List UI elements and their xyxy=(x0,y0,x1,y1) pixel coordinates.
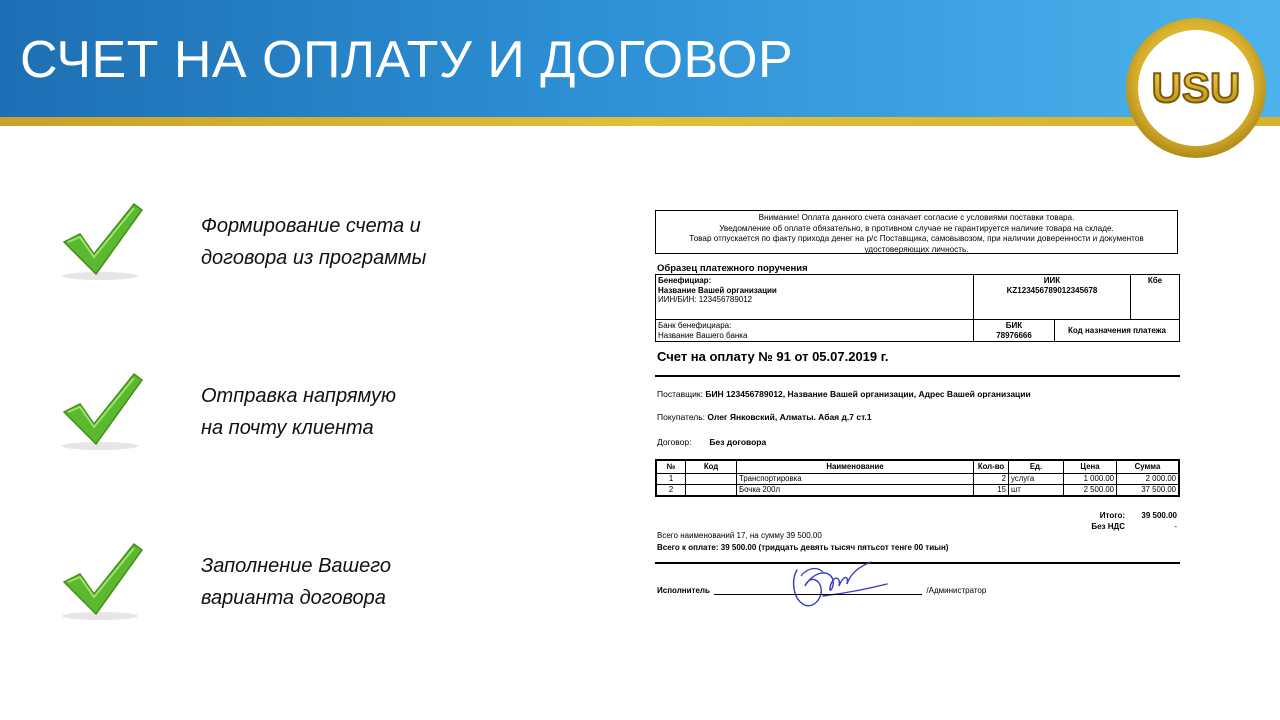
signature xyxy=(783,550,893,612)
invoice-title: Счет на оплату № 91 от 05.07.2019 г. xyxy=(657,349,889,364)
payment-sample-title: Образец платежного поручения xyxy=(657,263,808,274)
signature-line xyxy=(714,585,922,595)
usu-logo xyxy=(1125,17,1267,159)
bik-cell: БИК 78976666 xyxy=(974,320,1055,342)
divider xyxy=(655,375,1180,377)
payment-code-cell: Код назначения платежа xyxy=(1055,320,1180,342)
kbe-cell: Кбе xyxy=(1131,275,1180,320)
table-row: 2 Бочка 200л 15 шт 2 500.00 37 500.00 xyxy=(656,485,1179,497)
logo-text: USU xyxy=(1151,64,1241,111)
feature-text: Заполнение Вашего варианта договора xyxy=(201,555,392,609)
header-stripe xyxy=(0,117,1280,126)
feature-item xyxy=(0,368,600,458)
feature-item xyxy=(0,198,600,288)
beneficiary-cell: Бенефициар: Название Вашей организации ИИН/БИН: 123456789012 xyxy=(656,275,974,320)
iik-cell: ИИК KZ123456789012345678 xyxy=(974,275,1131,320)
feature-text: Отправка напрямую на почту клиента xyxy=(201,385,397,439)
totals-values: 39 500.00 - xyxy=(1141,511,1177,531)
divider xyxy=(655,562,1180,564)
payable-amount: Всего к оплате: 39 500.00 (тридцать девять тысяч пятьсот тенге 00 тиын) xyxy=(657,543,949,552)
checkmark-icon xyxy=(58,370,148,454)
invoice-notice: Внимание! Оплата данного счета означает согласие с условиями поставки товара. Уведомление об оплате обязательно, в противном случае не гарантируется наличие товара на складе. Товар отпускается по факту прихода денег на р/с Поставщика, самовывозом, при наличии доверенности и документов удостоверяющих личность. xyxy=(655,210,1178,254)
page-title: СЧЕТ НА ОПЛАТУ И ДОГОВОР xyxy=(20,31,794,89)
checkmark-icon xyxy=(58,200,148,284)
payment-details-table xyxy=(655,274,1180,342)
supplier-line: Поставщик: БИН 123456789012, Название Вашей организации, Адрес Вашей организации xyxy=(657,389,1031,399)
items-header-row: № Код Наименование Кол-во Ед. Цена Сумма xyxy=(656,460,1179,474)
feature-item xyxy=(0,538,600,628)
executor-line: Исполнитель /Администратор xyxy=(657,586,987,595)
buyer-line: Покупатель: Олег Янковский, Алматы. Абая д.7 ст.1 xyxy=(657,412,872,422)
invoice-document xyxy=(655,210,1180,620)
bank-cell: Банк бенефициара: Название Вашего банка xyxy=(656,320,974,342)
table-row: 1 Транспортировка 2 услуга 1 000.00 2 000.00 xyxy=(656,474,1179,485)
items-summary: Всего наименований 17, на сумму 39 500.00 xyxy=(657,531,822,540)
contract-line: Договор: Без договора xyxy=(657,437,767,447)
totals-labels: Итого: Без НДС xyxy=(1091,511,1125,531)
checkmark-icon xyxy=(58,540,148,624)
feature-text: Формирование счета и договора из программы xyxy=(201,215,427,269)
items-table xyxy=(655,459,1180,497)
